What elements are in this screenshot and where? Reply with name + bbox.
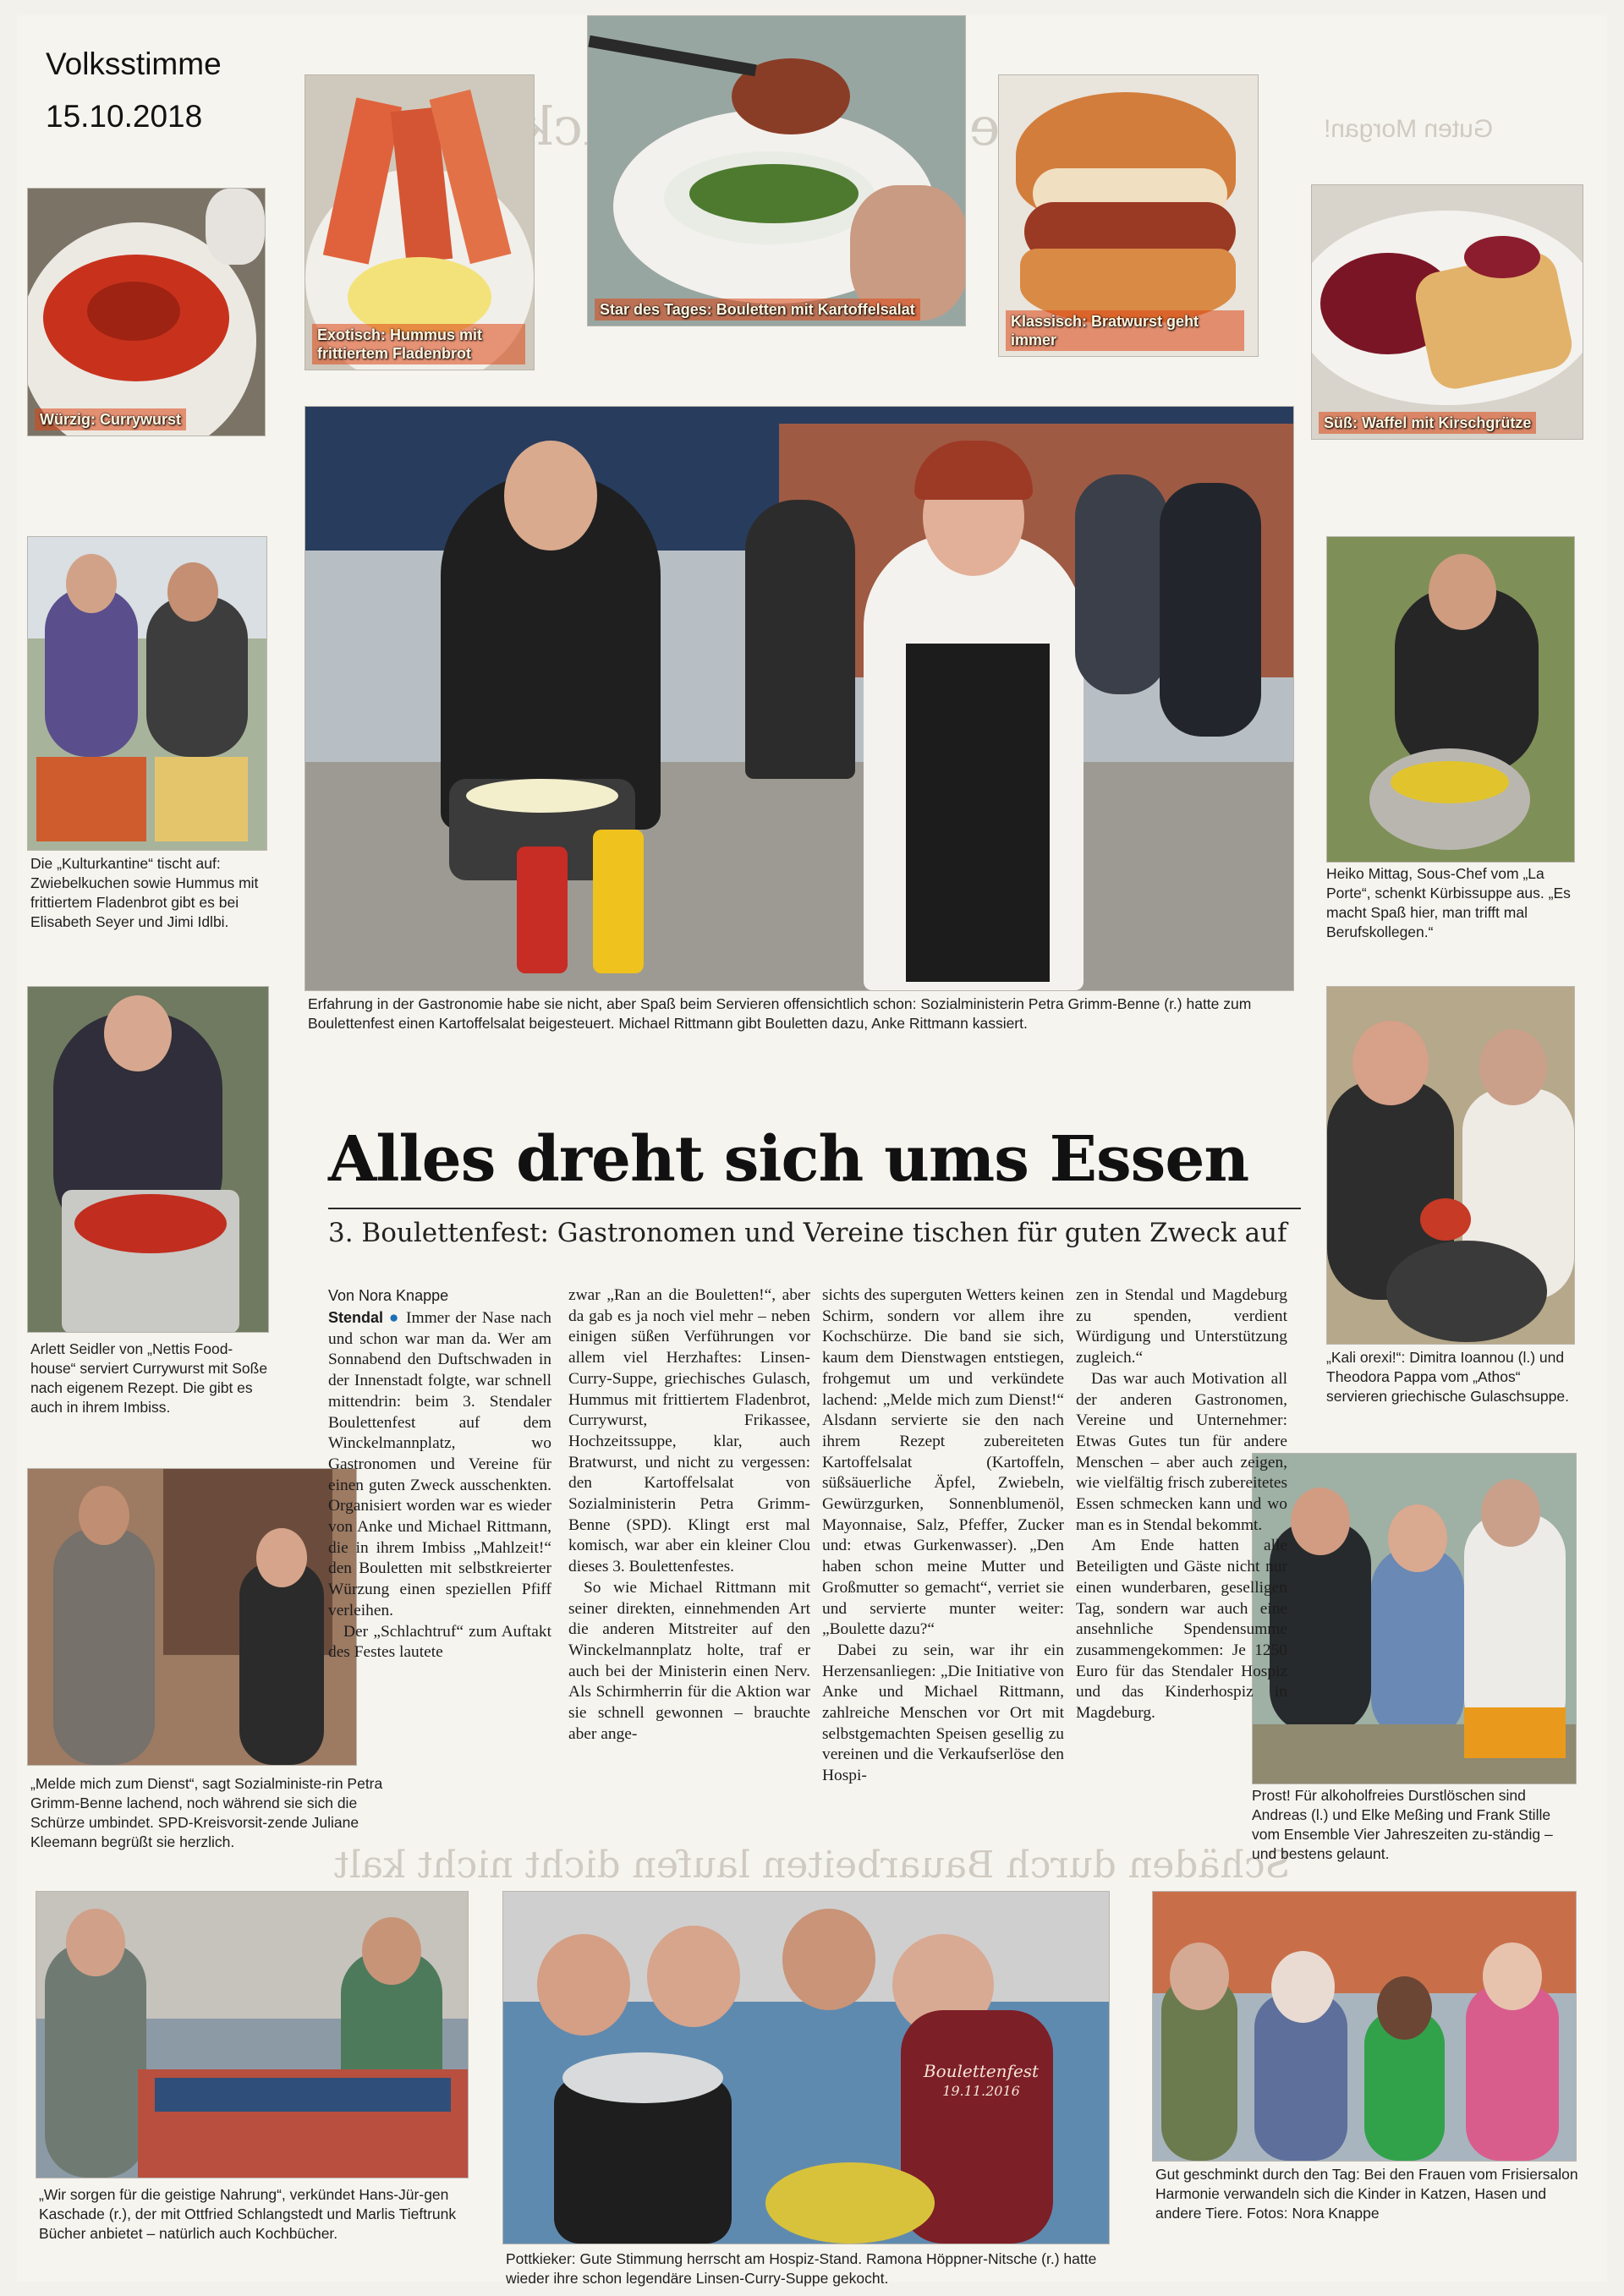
- waffel-label: Süß: Waffel mit Kirschgrütze: [1319, 412, 1536, 434]
- caption-kali: „Kali orexi!“: Dimitra Ioannou (l.) und Theodora Pappa vom „Athos“ servieren griechische Gulaschsuppe.: [1326, 1349, 1569, 1405]
- photo-buecher: [36, 1891, 469, 2178]
- photo-credit: Fotos: Nora Knappe: [1247, 2205, 1380, 2222]
- article-column-1: [328, 1307, 551, 1663]
- currywurst-label: Würzig: Currywurst: [35, 408, 186, 430]
- article-paragraph: Immer der Nase nach und schon war man da. Wer am Sonnabend den Duftschwaden in der Innenstadt folgte, war schnell mittendrin: beim 3. Stendaler Boulettenfest auf dem Winckelmannplatz, wo Gastronomen und Vereine für einen guten Zweck ausschenkten. Organisiert worden war es wieder von Anke und Michael Rittmann, die in ihrem Imbiss „Mahlzeit!“ den Bouletten mit selbstkreierter Würzung einen speziellen Pfiff verleihen.: [328, 1309, 551, 1619]
- apron-print: [918, 2061, 1045, 2101]
- photo-mittag: [1326, 536, 1575, 863]
- caption-buecher: „Wir sorgen für die geistige Nahrung“, verkündet Hans-Jür-gen Kaschade (r.), der mit Ottfried Schlangstedt und Marlis Tieftrunk Bücher anbietet – natürlich auch Kochbücher.: [39, 2186, 457, 2242]
- article-paragraph: So wie Michael Rittmann mit seiner direkten, einnehmenden Art die anderen Mitstreiter auf den Winckelmannplatz holte, traf er auch bei der Ministerin einen Nerv. Als Schirmherrin für die Aktion war sie schnell gewonnen – brauchte aber ange-: [568, 1578, 810, 1743]
- caption-kulturkantine: Die „Kulturkantine“ tischt auf: Zwiebelkuchen sowie Hummus mit frittiertem Fladenbrot gibt es bei Elisabeth Seyer und Jimi Idlbi.: [30, 855, 259, 930]
- article-subheadline: 3. Boulettenfest: Gastronomen und Vereine tischen für guten Zweck auf: [328, 1218, 1287, 1248]
- caption-pottkieker: Pottkieker: Gute Stimmung herrscht am Hospiz-Stand. Ramona Höppner-Nitsche (r.) hatte wieder ihre schon legendäre Linsen-Curry-Suppe gekocht.: [506, 2250, 1097, 2287]
- article-headline: Alles dreht sich ums Essen: [328, 1123, 1249, 1196]
- photo-kali: [1326, 986, 1575, 1345]
- article-column-4: [1076, 1285, 1287, 1724]
- show-through-bottom-headline: Schäden durch Bauarbeiten laufen dicht nicht kalt: [334, 1844, 1291, 1887]
- article-paragraph: Dabei zu sein, war ihr ein Herzensanliegen: „Die Initiative von Anke und Michael Rittmann, zahlreiche Menschen vor Ort mit selbstgemachten Speisen gesellig zu vereinen und die Verkaufserlöse den Hospi-: [822, 1641, 1064, 1785]
- photo-main-serving: [304, 406, 1294, 991]
- article-paragraph: sichts des superguten Wetters keinen Schirm, sondern vor allem ihre Kochschürze. Die band sie sich, kaum dem Dienstwagen entstiegen, frohgemut um und verkündete lachend: „Melde mich zum Dienst!“ Alsdann servierte sie den nach ihrem Rezept zubereiteten Kartoffelsalat (Kartoffeln, süßsäuerliche Äpfel, Zwiebeln, Gewürzgurken, Sonnenblumenöl, Mayonnaise, Salz, Pfeffer, Zucker und: etwas Gurkenwasser). „Den haben schon meine Mutter und Großmutter so gemacht“, verriet sie und servierte munter weiter: „Boulette dazu?“: [822, 1286, 1064, 1639]
- article-paragraph: Das war auch Motivation all der anderen Gastronomen, Vereine und Unternehmer: Etwas Gutes tun für andere Menschen – aber auch zeigen, wie vielfältig frisch zubereitetes Essen schmecken kann und wo man es in Stendal bekommt.: [1076, 1369, 1287, 1534]
- article-paragraph: Am Ende hatten alle Beteiligten und Gäste nicht nur einen wunderbaren, geselligen Tag, sondern war auch eine ansehnliche Spendensumme zusammengekommen: Je 1250 Euro für das Stendaler Hospiz und das Kinderhospiz in Magdeburg.: [1076, 1537, 1287, 1723]
- show-through-greeting: Guten Morgan!: [1324, 115, 1494, 143]
- bouletten-label: Star des Tages: Bouletten mit Kartoffelsalat: [595, 299, 920, 321]
- caption-geschminkt-text: Gut geschminkt durch den Tag: Bei den Frauen vom Frisiersalon Harmonie verwandeln sich die Kinder in Katzen, Hasen und andere Tiere.: [1155, 2166, 1578, 2222]
- article-column-2: [568, 1285, 810, 1745]
- dateline-dot: ●: [388, 1309, 401, 1327]
- photo-seidler: [27, 986, 269, 1333]
- photo-geschminkt: [1152, 1891, 1577, 2162]
- photo-waffel: [1311, 184, 1583, 440]
- caption-dienst: „Melde mich zum Dienst“, sagt Sozialministe-rin Petra Grimm-Benne lachend, noch während sie sich die Schürze umbindet. SPD-Kreisvorsit-zende Juliane Kleemann begrüßt sie herzlich.: [30, 1775, 383, 1850]
- newspaper-page: [17, 15, 1607, 2287]
- publication-date: 15.10.2018: [46, 99, 203, 134]
- photo-bratwurst: [998, 74, 1259, 357]
- article-paragraph: zwar „Ran an die Bouletten!“, aber da gab es ja noch viel mehr – neben einigen süßen Verführungen vor allem viel Herzhaftes: Linsen-Curry-Suppe, griechisches Gulasch, Hummus mit frittiertem Fladenbrot, Currywurst, Frikassee, Hochzeitssuppe, klar, auch Bratwurst, und nicht zu vergessen: den Kartoffelsalat von Sozialministerin Petra Grimm-Benne (SPD). Klingt erst mal komisch, war aber ein kleiner Clou dieses 3. Boulettenfestes.: [568, 1286, 810, 1576]
- photo-prost: [1252, 1453, 1577, 1784]
- photo-bouletten: [587, 15, 966, 326]
- newspaper-name: Volksstimme: [46, 47, 222, 81]
- article-author: Von Nora Knappe: [328, 1287, 449, 1304]
- dateline-location: Stendal: [328, 1309, 384, 1326]
- caption-geschminkt: [1155, 2165, 1578, 2223]
- photo-kulturkantine: [27, 536, 267, 851]
- article-paragraph: zen in Stendal und Magdeburg zu spenden, verdient Würdigung und Unterstützung zugleich.“: [1076, 1286, 1287, 1367]
- article-paragraph: Der „Schlachtruf“ zum Auftakt des Festes lautete: [328, 1622, 551, 1662]
- bratwurst-label: Klassisch: Bratwurst geht immer: [1006, 310, 1244, 351]
- apron-event-name: Boulettenfest: [923, 2061, 1040, 2081]
- hummus-label: Exotisch: Hummus mit frittiertem Fladenbrot: [312, 324, 525, 364]
- photo-pottkieker: [502, 1891, 1110, 2244]
- caption-seidler: Arlett Seidler von „Nettis Food-house“ serviert Currywurst mit Soße nach eigenem Rezept. Die gibt es auch in ihrem Imbiss.: [30, 1340, 268, 1416]
- photo-hummus: [304, 74, 535, 370]
- caption-main: Erfahrung in der Gastronomie habe sie nicht, aber Spaß beim Servieren offensichtlich schon: Sozialministerin Petra Grimm-Benne (r.) hatte zum Boulettenfest einen Kartoffelsalat beigesteuert. Michael Rittmann gibt Bouletten dazu, Anke Rittmann kassiert.: [308, 995, 1252, 1032]
- apron-event-date: 19.11.2016: [942, 2083, 1020, 2099]
- caption-mittag: Heiko Mittag, Sous-Chef vom „La Porte“, schenkt Kürbissuppe aus. „Es macht Spaß hier, man trifft mal Berufskollegen.“: [1326, 865, 1571, 940]
- photo-dienst: [27, 1468, 357, 1766]
- headline-rule: [328, 1208, 1301, 1209]
- caption-prost: Prost! Für alkoholfreies Durstlöschen sind Andreas (l.) und Elke Meßing und Frank Stille vom Ensemble Vier Jahreszeiten zu-ständig – und bestens gelaunt.: [1252, 1787, 1553, 1862]
- photo-currywurst: [27, 188, 266, 436]
- article-column-3: [822, 1285, 1064, 1787]
